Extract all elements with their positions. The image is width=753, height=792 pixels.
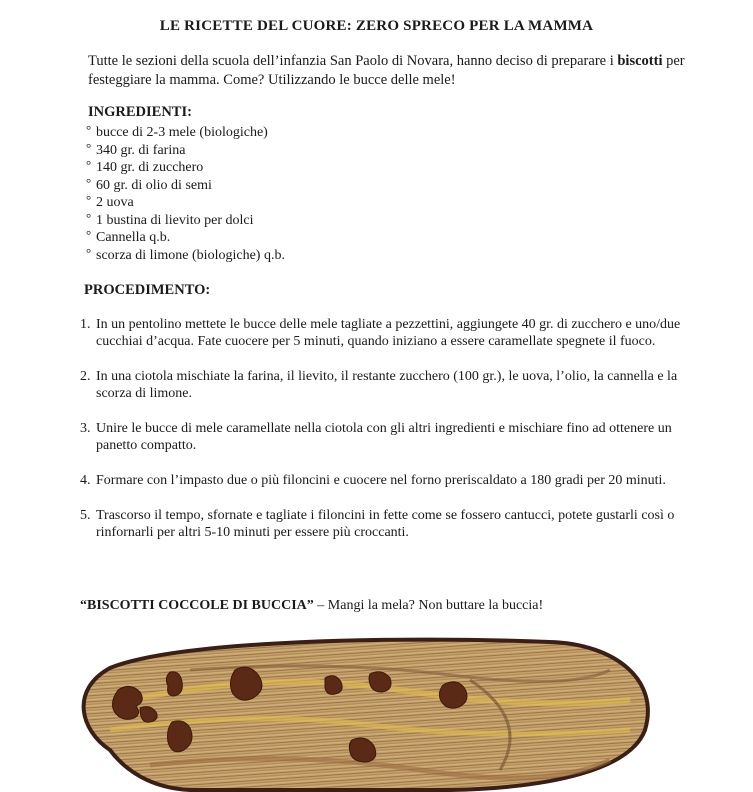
ingredient-item: ° 1 bustina di lievito per dolci [86,212,285,230]
procedure-step [80,420,700,454]
step-number: 2. [80,369,91,384]
step-number: 3. [80,421,91,436]
ingredient-item: ° bucce di 2-3 mele (biologiche) [86,124,285,142]
step-number: 1. [80,317,91,332]
ingredients-heading: INGREDIENTI: [88,104,192,120]
procedure-step [80,316,700,350]
intro-text-end: per festeggiare la mamma. Come? Utilizzando le bucce delle mele! [88,53,685,88]
page-title: LE RICETTE DEL CUORE: ZERO SPRECO PER LA MAMMA [159,18,594,34]
intro-bold-word: biscotti [617,53,663,69]
ingredient-item: ° 60 gr. di olio di semi [86,177,285,195]
step-text: In un pentolino mettete le bucce delle mele tagliate a pezzettini, aggiungete 40 gr. di zucchero e uno/due cucchiai d’acqua. Fate cuocere per 5 minuti, quando iniziano a essere caramellate spegnete il fuoco. [96,317,681,349]
procedure-heading: PROCEDIMENTO: [84,282,211,298]
step-number: 4. [80,473,91,488]
step-text: Trascorso il tempo, sfornate e tagliate i filoncini in fette come se fossero cantucci, potete gustarli così o rinfornarli per altri 5-10 minuti per essere più croccanti. [96,508,675,540]
step-number: 5. [80,508,91,523]
procedure-step [80,472,700,489]
biscotto-body [84,640,648,790]
tagline-title: “BISCOTTI COCCOLE DI BUCCIA” [80,598,314,613]
ingredient-item: ° Cannella q.b. [86,229,285,247]
ingredient-item: ° 340 gr. di farina [86,142,285,160]
step-text: In una ciotola mischiate la farina, il lievito, il restante zucchero (100 gr.), le uova, l’olio, la cannella e la scorza di limone. [96,369,678,401]
step-text: Formare con l’impasto due o più filoncini e cuocere nel forno preriscaldato a 180 gradi per 20 minuti. [96,473,666,488]
procedure-step [80,368,700,402]
biscotto-drawing [70,630,680,792]
procedure-steps [80,316,700,559]
ingredient-item: ° 2 uova [86,194,285,212]
ingredients-list [86,124,285,264]
procedure-step [80,507,700,541]
intro-paragraph [88,52,718,90]
ingredient-item: ° scorza di limone (biologiche) q.b. [86,247,285,265]
tagline-text: – Mangi la mela? Non buttare la buccia! [313,598,544,613]
tagline [80,598,543,614]
intro-text-start: Tutte le sezioni della scuola dell’infanzia San Paolo di Novara, hanno deciso di preparare i [88,53,618,69]
step-text: Unire le bucce di mele caramellate nella ciotola con gli altri ingredienti e mischiare fino ad ottenere un panetto compatto. [96,421,672,453]
ingredient-item: ° 140 gr. di zucchero [86,159,285,177]
